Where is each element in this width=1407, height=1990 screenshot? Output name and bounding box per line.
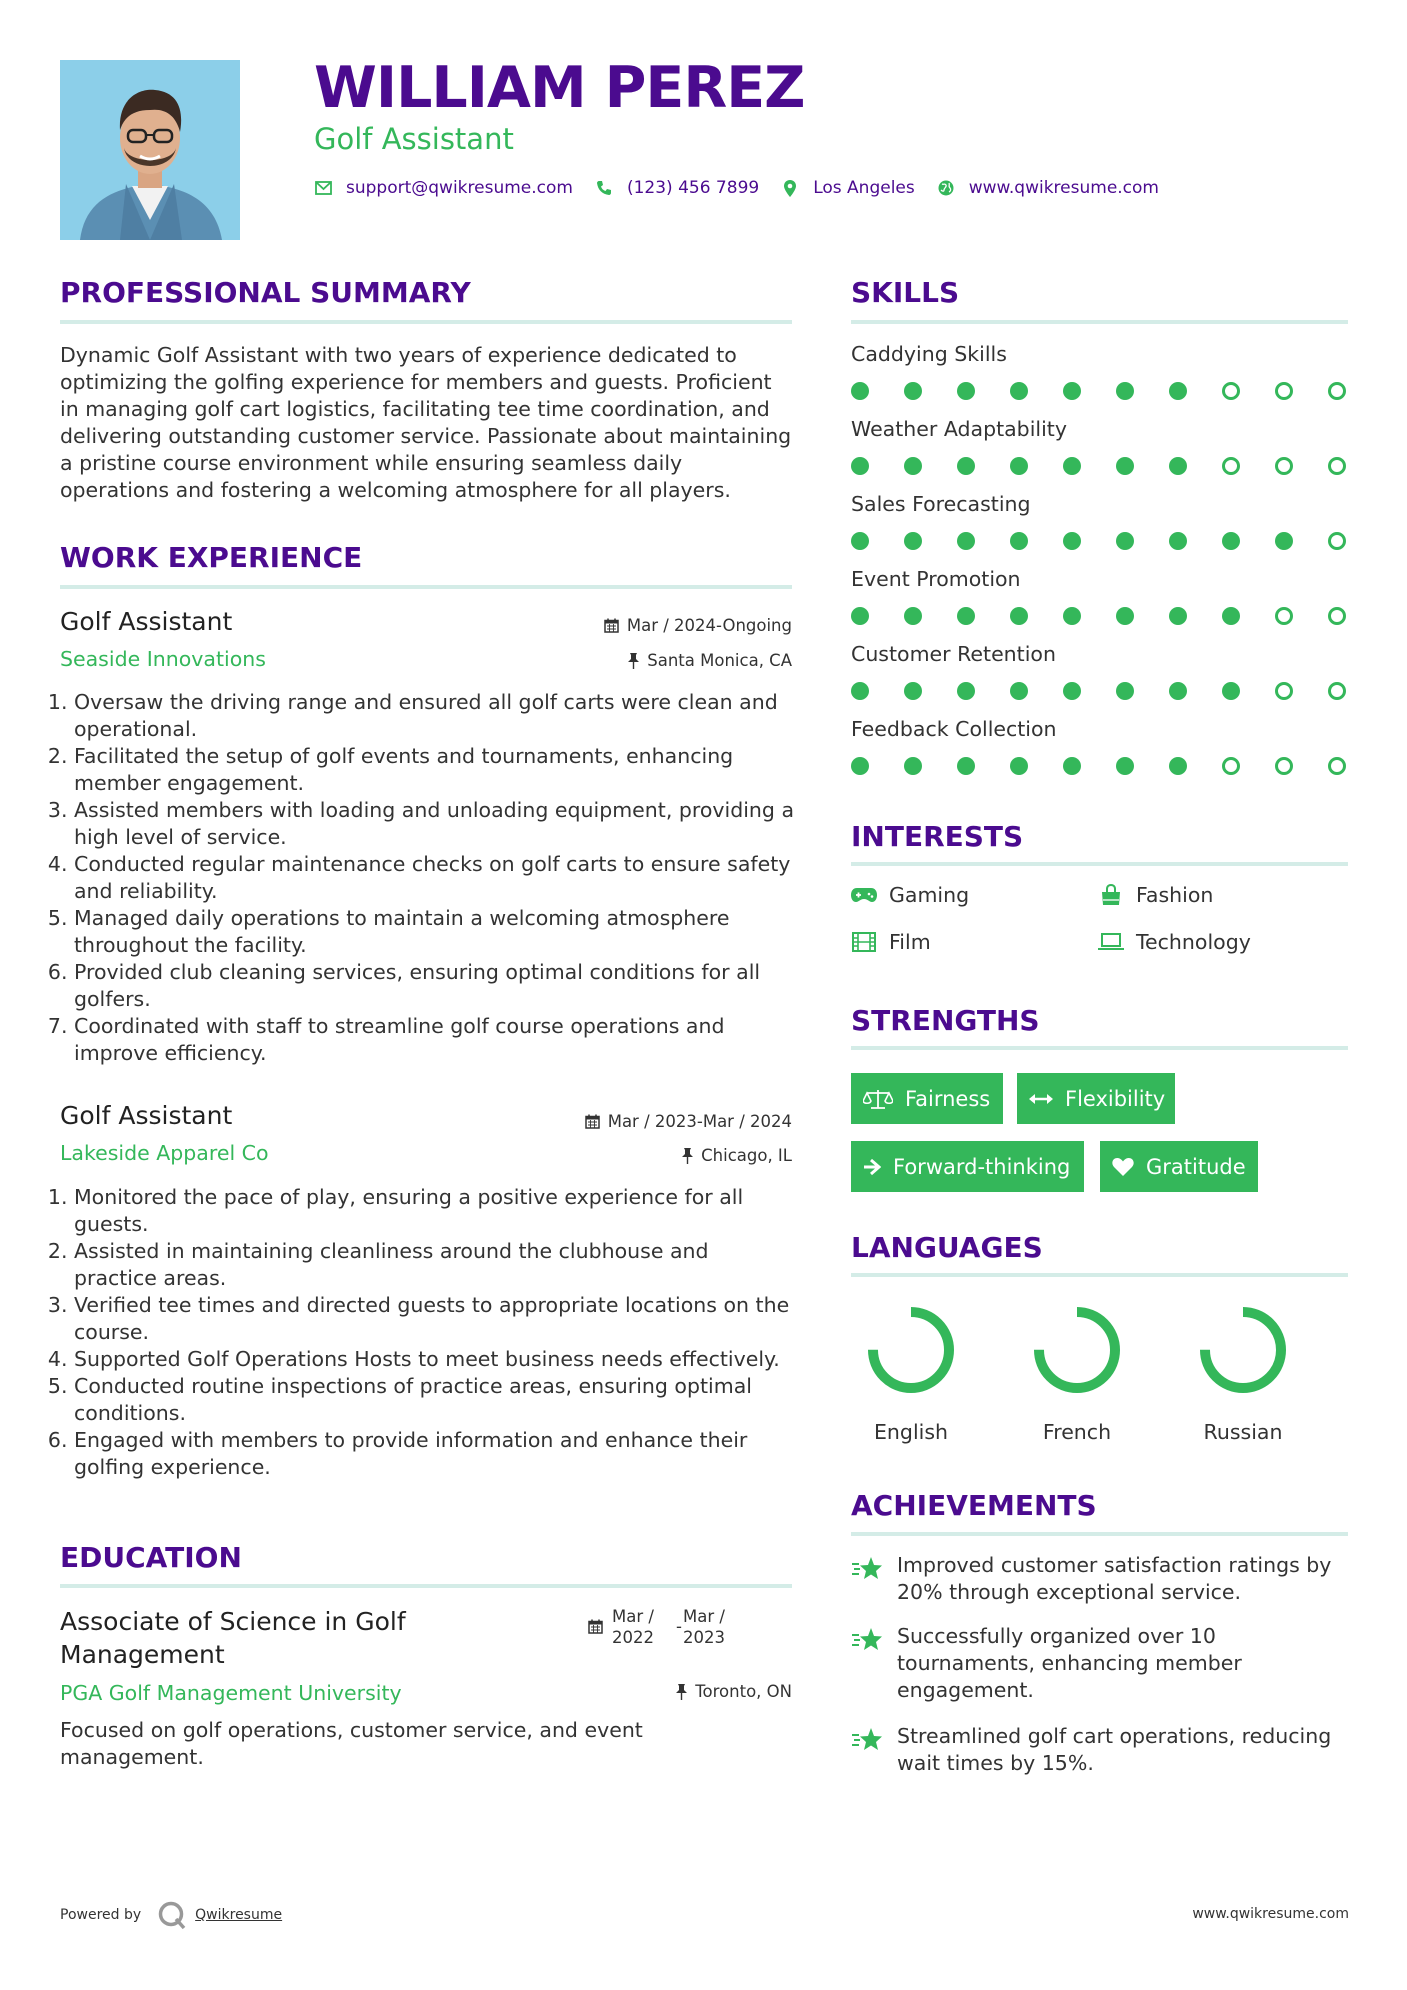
rating-dot-filled [957,457,975,475]
strength-label: Forward-thinking [893,1154,1071,1179]
contact-phone[interactable] [595,178,759,198]
list-item: 2. Facilitated the setup of golf events and tournaments, enhancing member engagement. [74,743,796,797]
education-location [500,1682,792,1701]
summary-divider [60,320,792,324]
rating-dot-filled [957,532,975,550]
languages-divider [851,1273,1348,1277]
star-icon [851,1623,885,1704]
job-location [500,651,792,670]
rating-dot-empty [1328,607,1346,625]
education-heading: EDUCATION [60,1541,242,1574]
star-icon [851,1723,885,1777]
rating-dot-filled [1116,457,1134,475]
achievement-text: Streamlined golf cart operations, reducing wait times by 15%. [897,1724,1332,1775]
phone-icon [595,179,613,197]
list-item: 6. Engaged with members to provide information and enhance their golfing experience. [74,1427,796,1481]
pushpin-icon [676,1684,687,1700]
skill-name: Feedback Collection [851,717,1057,741]
rating-dot-filled [1010,757,1028,775]
skill-rating [851,532,1381,550]
rating-dot-filled [1116,757,1134,775]
rating-dot-filled [1222,682,1240,700]
strength-badge [851,1073,1003,1124]
achievements-divider [851,1532,1348,1536]
skill-name: Weather Adaptability [851,417,1067,441]
rating-dot-empty [1328,382,1346,400]
rating-dot-empty [1275,382,1293,400]
rating-dot-filled [851,382,869,400]
skill-name: Sales Forecasting [851,492,1031,516]
rating-dot-filled [851,682,869,700]
person-portrait-icon [60,60,240,240]
degree-title: Associate of Science in Golf Management [60,1607,406,1669]
skills-heading: SKILLS [851,276,960,309]
envelope-icon [314,179,332,197]
language-item [846,1300,976,1444]
rating-dot-filled [957,382,975,400]
list-item: 5. Managed daily operations to maintain a welcoming atmosphere throughout the facility. [74,905,796,959]
list-item: 5. Conducted routine inspections of practice areas, ensuring optimal conditions. [74,1373,796,1427]
rating-dot-filled [1010,532,1028,550]
edu-start-year: 2022 [612,1628,654,1647]
rating-dot-filled [1169,457,1187,475]
interest-item [851,930,931,954]
rating-dot-empty [1275,607,1293,625]
language-level-arc [873,1312,949,1388]
list-item: 7. Coordinated with staff to streamline golf course operations and improve efficiency. [74,1013,796,1067]
education-divider [60,1584,792,1588]
film-icon [851,931,877,953]
education-description: Focused on golf operations, customer service, and event management. [60,1718,643,1769]
rating-dot-filled [1169,757,1187,775]
job-company: Seaside Innovations [60,647,266,671]
summary-heading: PROFESSIONAL SUMMARY [60,276,471,309]
rating-dot-empty [1222,757,1240,775]
interest-label: Gaming [889,883,970,907]
skill-name: Event Promotion [851,567,1021,591]
job-date-text: Mar / 2024-Ongoing [626,616,792,635]
profile-photo [60,60,240,240]
rating-dot-filled [1063,757,1081,775]
achievement-item [851,1723,1351,1777]
strength-badge [1017,1073,1175,1124]
achievement-text: Successfully organized over 10 tournaments, enhancing member engagement. [897,1624,1242,1702]
contact-email[interactable] [314,178,573,198]
rating-dot-filled [904,682,922,700]
rating-dot-filled [957,607,975,625]
laptop-icon [1098,931,1124,953]
strength-label: Flexibility [1065,1086,1166,1111]
edu-end-month: Mar / [682,1607,725,1626]
strengths-divider [851,1046,1348,1050]
rating-dot-empty [1328,682,1346,700]
balance-scale-icon [863,1088,893,1110]
language-level-ring [861,1300,961,1400]
list-item: 3. Verified tee times and directed guests to appropriate locations on the course. [74,1292,796,1346]
education-location-text: Toronto, ON [695,1682,792,1701]
strength-label: Gratitude [1146,1154,1246,1179]
interests-heading: INTERESTS [851,820,1024,853]
job-duties-list [56,1184,796,1481]
rating-dot-filled [904,757,922,775]
job-location-text: Santa Monica, CA [647,651,792,670]
rating-dot-filled [1222,607,1240,625]
rating-dot-filled [1063,382,1081,400]
list-item: 3. Assisted members with loading and unloading equipment, providing a high level of service. [74,797,796,851]
job-location-text: Chicago, IL [701,1146,792,1165]
rating-dot-filled [1116,607,1134,625]
pushpin-icon [682,1148,693,1164]
strength-badge [1100,1141,1258,1192]
interest-label: Film [889,930,931,954]
calendar-icon [588,1606,603,1648]
strength-badge [851,1141,1084,1192]
rating-dot-empty [1328,457,1346,475]
rating-dot-filled [1063,682,1081,700]
rating-dot-empty [1328,532,1346,550]
rating-dot-filled [904,532,922,550]
rating-dot-filled [851,532,869,550]
rating-dot-filled [904,607,922,625]
location-text: Los Angeles [813,178,915,198]
rating-dot-filled [1063,457,1081,475]
gamepad-icon [851,884,877,906]
rating-dot-filled [1010,382,1028,400]
skill-name: Customer Retention [851,642,1056,666]
education-date [588,1606,725,1648]
contact-location [781,178,915,198]
rating-dot-filled [904,457,922,475]
list-item: 2. Assisted in maintaining cleanliness around the clubhouse and practice areas. [74,1238,796,1292]
powered-by-text: Powered by [60,1907,142,1923]
footer-url[interactable]: www.qwikresume.com [1192,1906,1349,1922]
skills-divider [851,320,1348,324]
language-level-ring [1193,1300,1293,1400]
brand-link[interactable]: Qwikresume [195,1907,283,1923]
interests-divider [851,862,1348,866]
arrow-right-icon [863,1158,881,1176]
phone-text: (123) 456 7899 [626,178,760,198]
skill-rating [851,457,1381,475]
rating-dot-empty [1222,457,1240,475]
interest-label: Technology [1136,930,1251,954]
school-name: PGA Golf Management University [60,1681,402,1705]
website-text: www.qwikresume.com [968,178,1159,198]
experience-heading: WORK EXPERIENCE [60,541,363,574]
job-location [500,1146,792,1165]
job-company: Lakeside Apparel Co [60,1141,269,1165]
language-item [1012,1300,1142,1444]
rating-dot-filled [1063,532,1081,550]
rating-dot-filled [1116,682,1134,700]
rating-dot-filled [957,682,975,700]
rating-dot-filled [1275,532,1293,550]
list-item: 1. Monitored the pace of play, ensuring a positive experience for all guests. [74,1184,796,1238]
language-name: Russian [1203,1420,1283,1444]
email-text: support@qwikresume.com [346,178,573,198]
rating-dot-filled [1222,532,1240,550]
interest-item [851,883,969,907]
calendar-icon [585,1114,600,1129]
shopping-bag-icon [1098,884,1124,906]
achievement-item [851,1623,1351,1704]
rating-dot-filled [851,607,869,625]
strength-label: Fairness [905,1086,991,1111]
language-level-arc [1039,1312,1115,1388]
achievement-item [851,1552,1351,1606]
list-item: 6. Provided club cleaning services, ensuring optimal conditions for all golfers. [74,959,796,1013]
arrows-horizontal-icon [1029,1092,1053,1106]
candidate-name: WILLIAM PEREZ [314,55,805,121]
edu-start-month: Mar / [612,1607,654,1626]
interest-label: Fashion [1136,883,1214,907]
heart-icon [1112,1157,1134,1177]
achievements-heading: ACHIEVEMENTS [851,1489,1097,1522]
list-item: 4. Conducted regular maintenance checks on golf carts to ensure safety and reliability. [74,851,796,905]
star-icon [851,1552,885,1606]
footer-powered-by [60,1900,282,1930]
candidate-title: Golf Assistant [314,122,514,156]
skill-rating [851,682,1381,700]
job-date [480,1112,792,1131]
language-item [1178,1300,1308,1444]
interest-item [1098,930,1251,954]
edu-date-separator: - [676,1617,682,1636]
rating-dot-filled [851,457,869,475]
globe-icon [937,179,955,197]
edu-end-year: 2023 [682,1628,725,1647]
rating-dot-filled [1169,607,1187,625]
rating-dot-filled [1010,607,1028,625]
rating-dot-empty [1328,757,1346,775]
rating-dot-filled [1010,457,1028,475]
contact-website[interactable] [937,178,1159,198]
map-marker-icon [781,179,799,197]
job-title: Golf Assistant [60,607,233,636]
list-item: 4. Supported Golf Operations Hosts to meet business needs effectively. [74,1346,796,1373]
summary-text: Dynamic Golf Assistant with two years of experience dedicated to optimizing the golfing experience for members and guests. Proficient in managing golf cart logistics, facilitating tee time coordination, and delivering outstanding customer service. Passionate about maintaining a pristine course environment while ensuring seamless daily operations and fostering a welcoming atmosphere for all players. [60,343,792,502]
language-level-arc [1205,1312,1281,1388]
qwikresume-logo-icon [157,1900,187,1930]
interest-item [1098,883,1213,907]
rating-dot-filled [851,757,869,775]
skill-rating [851,757,1381,775]
language-level-ring [1027,1300,1127,1400]
rating-dot-filled [1169,682,1187,700]
contact-bar [314,178,1181,198]
rating-dot-empty [1275,682,1293,700]
job-duties-list [56,689,796,1067]
pushpin-icon [628,653,639,669]
job-title: Golf Assistant [60,1101,233,1130]
skill-rating [851,607,1381,625]
rating-dot-filled [957,757,975,775]
calendar-icon [604,618,619,633]
rating-dot-empty [1275,757,1293,775]
rating-dot-filled [1116,532,1134,550]
strengths-heading: STRENGTHS [851,1004,1040,1037]
experience-divider [60,585,792,589]
rating-dot-filled [1169,382,1187,400]
rating-dot-filled [1063,607,1081,625]
language-name: French [1042,1420,1112,1444]
language-name: English [873,1420,949,1444]
job-date [500,616,792,635]
rating-dot-filled [904,382,922,400]
rating-dot-filled [1116,382,1134,400]
skill-name: Caddying Skills [851,342,1007,366]
job-date-text: Mar / 2023-Mar / 2024 [607,1112,792,1131]
rating-dot-empty [1222,382,1240,400]
rating-dot-filled [1169,532,1187,550]
achievement-text: Improved customer satisfaction ratings by 20% through exceptional service. [897,1553,1332,1604]
languages-heading: LANGUAGES [851,1231,1043,1264]
list-item: 1. Oversaw the driving range and ensured all golf carts were clean and operational. [74,689,796,743]
skill-rating [851,382,1381,400]
rating-dot-filled [1010,682,1028,700]
rating-dot-empty [1275,457,1293,475]
